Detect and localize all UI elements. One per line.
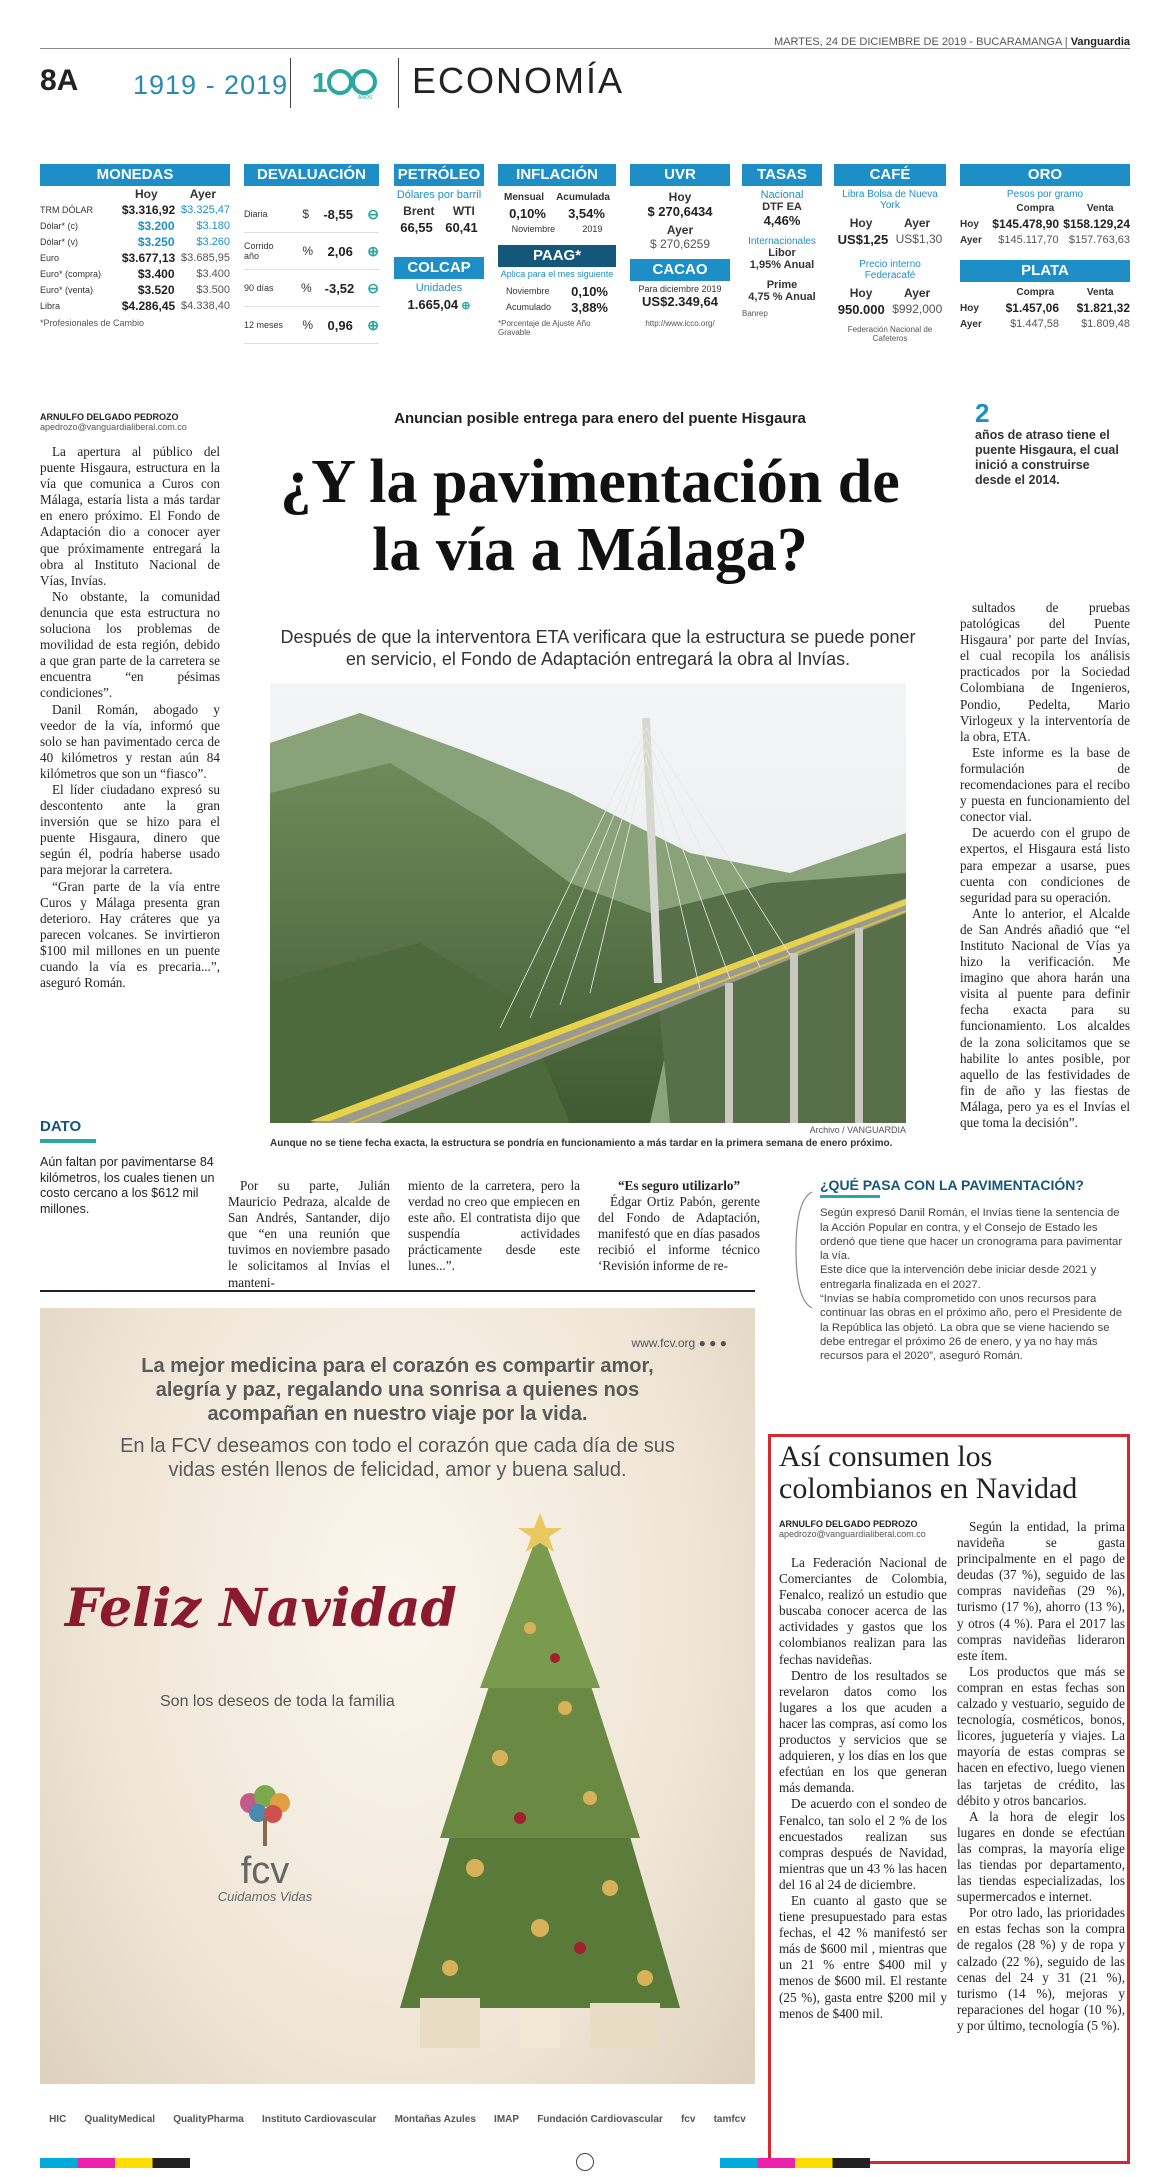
paragraph: “Gran parte de la vía entre Curos y Málaga presenta gran deterioro. Hay cráteres que ya parecen volcanes. Se invirtieron $100 mil millones en un puente cuando la vía es precaria...”, aseguró Román.	[40, 878, 220, 991]
ad-feliz-navidad: Feliz Navidad	[65, 1578, 457, 1639]
monedas-row-hoy: $4.286,45	[121, 299, 176, 313]
oro-hoy-compra: $145.478,90	[992, 217, 1059, 231]
colcap-value: 1.665,04	[407, 297, 459, 312]
deval-value: 0,96	[327, 317, 353, 333]
ad-line-1: La mejor medicina para el corazón es compartir amor, alegría y paz, regalando una sonrisa a quienes nos acompañan en nuestro viaje por la vida.	[141, 1355, 654, 1425]
header-divider-2	[398, 58, 399, 108]
article-column-3: miento de la carretera, pero la verdad no creo que empiecen en este año. El contratista dijo que suspendía actividades prácticamente desde este lunes...”.	[408, 1178, 580, 1274]
plata-hoy-venta: $1.821,32	[1076, 301, 1130, 315]
plata-hoy-label: Hoy	[960, 302, 979, 314]
paragraph: No obstante, la comunidad denuncia que esta estructura no soluciona los problemas de movilidad de esta región, debido a que gran parte de la carretera se encuentra “en pésimas condiciones”.	[40, 588, 220, 701]
deval-label: Diaria	[244, 209, 268, 219]
paragraph: Los productos que más se compran en estas fechas son calzado y vestuario, seguido de tecnología, cosméticos, bonos, licores, juguetería y viajes. La mayoría de estas compras se hacen en efectivo, luego vienen las tarjetas de crédito, las débito y otros bancarios.	[957, 1663, 1125, 1808]
section-rule	[40, 1290, 755, 1292]
photo-caption-block	[270, 1123, 906, 1151]
monedas-row-label: Euro* (venta)	[40, 285, 94, 295]
monedas-row-label: Euro	[40, 253, 60, 263]
paragraph: La Federación Nacional de Comerciantes de Colombia, Fenalco, realizó un estudio que buscaba conocer acerca de las actividades y gastos que los colombianos realizan para las fechas navideñas.	[779, 1555, 947, 1667]
arrow-up-icon: ⊕	[461, 300, 471, 312]
brent-label: Brent	[403, 204, 435, 218]
paag-r2-value: 3,88%	[571, 299, 608, 315]
monedas-row-ayer: $3.260	[196, 236, 230, 248]
fcv-logo	[190, 1778, 340, 1904]
article-column-1	[40, 444, 220, 991]
cafe-ayer2-label: Ayer	[903, 286, 931, 300]
ad-footer-logo: IMAP	[494, 2113, 520, 2125]
cafe-panel	[834, 164, 946, 350]
monedas-row	[40, 218, 230, 234]
acumulada-sub: 2019	[582, 224, 603, 234]
prime-label: Prime	[766, 279, 798, 291]
monedas-row-label: TRM DÓLAR	[40, 205, 94, 215]
tasas-note: Banrep	[742, 309, 768, 318]
inflacion-panel	[498, 164, 616, 350]
byline-name: ARNULFO DELGADO PEDROZO	[40, 412, 179, 422]
deval-sign: %	[302, 318, 314, 332]
monedas-row-hoy: $3.316,92	[121, 203, 176, 217]
article2-byline: ARNULFO DELGADO PEDROZO	[779, 1519, 918, 1529]
inflacion-header: INFLACIÓN	[498, 164, 616, 186]
monedas-row-hoy: $3.200	[137, 219, 175, 233]
fcv-brand: fcv	[240, 1850, 290, 1892]
paragraph: De acuerdo con el sondeo de Fenalco, tan solo el 2 % de los encuestados realizan sus compras después de Navidad, mientras que un 43 % las hacen del 16 al 24 de diciembre.	[779, 1796, 947, 1892]
header-rule	[40, 48, 1130, 49]
dato-title: DATO	[40, 1118, 82, 1135]
cafe-ayer-label: Ayer	[903, 216, 931, 230]
svg-text:AÑOS: AÑOS	[358, 95, 373, 101]
cacao-value: US$2.349,64	[642, 294, 718, 309]
trend-icon: ⊖	[367, 279, 379, 296]
deval-label: Corrido año	[244, 241, 274, 261]
dateline: MARTES, 24 DE DICIEMBRE DE 2019 - BUCARAMANGA | Vanguardia	[774, 36, 1130, 48]
monedas-row-hoy: $3.400	[137, 267, 175, 281]
byline-email: apedrozo@vanguardialiberal.com.co	[40, 422, 187, 432]
oro-panel	[960, 164, 1130, 350]
fcv-tagline: Cuidamos Vidas	[217, 1889, 313, 1904]
mensual-value: 0,10%	[509, 205, 546, 221]
petroleo-header: PETRÓLEO	[394, 164, 484, 186]
heart-tree-icon	[220, 1778, 310, 1848]
monedas-row	[40, 282, 230, 298]
article2-column-b	[957, 1519, 1125, 2034]
tasas-sub1: Nacional	[760, 189, 804, 201]
plata-compra-label: Compra	[1016, 286, 1055, 298]
libor-label: Libor	[768, 247, 796, 259]
cafe-hoy-label: Hoy	[849, 216, 873, 230]
col-hoy: Hoy	[135, 187, 158, 201]
article-headline: ¿Y la pavimentación de la vía a Málaga?	[280, 448, 900, 584]
monedas-header: MONEDAS	[40, 164, 230, 186]
monedas-row	[40, 298, 230, 314]
monedas-panel	[40, 164, 230, 350]
color-bar-left	[40, 2158, 190, 2168]
ad-footer-logos	[40, 2084, 755, 2154]
q-box	[820, 1178, 1130, 1364]
ad-footer-logo: tamfcv	[713, 2113, 746, 2125]
monedas-row-label: Dólar* (c)	[40, 221, 79, 231]
paag-sub: Aplica para el mes siguiente	[500, 269, 614, 279]
devaluacion-row	[244, 233, 379, 270]
dtf-value: 4,46%	[763, 213, 801, 228]
article2-email: apedrozo@vanguardialiberal.com.co	[779, 1529, 926, 1539]
dato-text: Aún faltan por pavimentarse 84 kilómetros, los cuales tienen un costo cercano a los $612 mil millones.	[40, 1155, 215, 1216]
monedas-row	[40, 250, 230, 266]
oro-hoy-label: Hoy	[960, 218, 979, 230]
article-byline	[40, 412, 220, 432]
mensual-label: Mensual	[504, 191, 545, 203]
fcv-advertisement	[40, 1308, 755, 2154]
devaluacion-row	[244, 270, 379, 307]
article2-title: Así consumen los colombianos en Navidad	[779, 1440, 1078, 1505]
paragraph: Según la entidad, la prima navideña se gasta principalmente en el pago de deudas (37 %), seguido de las compras navideñas (29 %), turismo (17 %), ahorro (13 %), y otros (4 %). Para el 2017 las compras navideñas lideraron este ítem.	[957, 1519, 1125, 1663]
plata-ayer-venta: $1.809,48	[1081, 318, 1130, 330]
article-column-5	[960, 600, 1130, 1131]
monedas-row-ayer: $3.500	[196, 284, 230, 296]
monedas-row-label: Dólar* (v)	[40, 237, 79, 247]
article-deck: Después de que la interventora ETA verificara que la estructura se puede poner en servicio, el Fondo de Adaptación entregará la obra al Invías.	[280, 627, 916, 669]
cafe-header: CAFÉ	[834, 164, 946, 186]
paragraph: A la hora de elegir los lugares en donde se efectúan las compras, la mayoría elige las tiendas por departamento, las tiendas especializadas, los supermercados e internet.	[957, 1808, 1125, 1905]
deval-value: 2,06	[327, 243, 353, 259]
cafe-hoy2-value: 950.000	[837, 301, 885, 317]
article2-column-a	[779, 1555, 947, 2022]
social-icons[interactable]: ● ● ●	[698, 1336, 727, 1350]
monedas-row-label: Libra	[40, 301, 61, 311]
dato-accent-bar	[40, 1139, 96, 1143]
page-number: 8A	[40, 64, 79, 97]
tasas-panel	[742, 164, 822, 350]
monedas-row-ayer: $3.400	[196, 268, 230, 280]
q-title: ¿QUÉ PASA CON LA PAVIMENTACIÓN?	[820, 1177, 1084, 1193]
oro-venta-label: Venta	[1086, 202, 1114, 214]
col4-text: Édgar Ortiz Pabón, gerente del Fondo de Adaptación, manifestó que en días pasados recibió el informe técnico ‘Revisión informe de re-	[598, 1194, 760, 1274]
q-paragraph: “Invías se había comprometido con unos recursos para continuar las obras en el próximo año, pero el Presidente de la República las objetó. La obra que se viene haciendo se debe entregar el próximo 26 de enero, y ya no hay más recursos para el 2020”, aseguró Román.	[820, 1293, 1123, 1363]
tasas-header: TASAS	[742, 164, 822, 186]
acumulada-label: Acumulada	[556, 191, 610, 203]
paragraph: Por otro lado, las prioridades en estas fechas son la compra de regalos (28 %) y de ropa y calzado (22 %), seguido de las cenas del 24 y 31 (21 %), turismo (14 %), mejoras y reparaciones del hogar (10 %), y por último, tecnología (5 %).	[957, 1905, 1125, 2033]
paag-r2-label: Acumulado	[506, 302, 552, 312]
petroleo-panel	[394, 164, 484, 350]
monedas-row	[40, 266, 230, 282]
bracket-decoration	[792, 1190, 816, 1310]
monedas-row-label: Euro* (compra)	[40, 269, 102, 279]
trend-icon: ⊖	[367, 205, 379, 222]
uvr-panel	[630, 164, 730, 350]
color-bar-right	[720, 2158, 870, 2168]
monedas-row-hoy: $3.250	[137, 235, 175, 249]
monedas-row-hoy: $3.520	[137, 283, 175, 297]
monedas-note: *Profesionales de Cambio	[40, 318, 145, 328]
prime-value: 4,75 % Anual	[748, 291, 816, 303]
photo-credit: Archivo / VANGUARDIA	[809, 1125, 906, 1135]
monedas-row-ayer: $3.325,47	[181, 204, 230, 216]
oro-ayer-label: Ayer	[960, 234, 982, 246]
devaluacion-panel	[244, 164, 379, 350]
trend-icon: ⊕	[367, 316, 379, 333]
monedas-row-hoy: $3.677,13	[121, 251, 176, 265]
cafe-hoy2-label: Hoy	[849, 286, 873, 300]
article-kicker: Anuncian posible entrega para enero del puente Hisgaura	[394, 410, 806, 427]
deval-value: -3,52	[324, 280, 355, 296]
registration-mark	[576, 2153, 594, 2171]
plata-venta-label: Venta	[1086, 286, 1114, 298]
subhead-seguro: “Es seguro utilizarlo”	[617, 1178, 741, 1193]
deval-sign: %	[300, 281, 312, 295]
dtf-label: DTF EA	[762, 201, 802, 213]
paragraph: El líder ciudadano expresó su descontento ante la gran inversión que se hizo para el puente Hisgaura, dinero que según él, podría haberse usado para mejorar la carretera.	[40, 781, 220, 878]
q-paragraph: Según expresó Danil Román, el Invías tiene la sentencia de la Acción Popular en contra, y el Consejo de Estado les ordenó que tiene que hacer un cronograma para pavimentar la vía.	[820, 1207, 1123, 1263]
paag-r1-value: 0,10%	[571, 283, 608, 299]
plata-ayer-label: Ayer	[960, 318, 982, 330]
cacao-note: http://www.icco.org/	[645, 319, 715, 328]
libor-value: 1,95% Anual	[749, 259, 815, 271]
uvr-ayer-label: Ayer	[666, 223, 694, 237]
uvr-hoy-label: Hoy	[668, 190, 692, 204]
photo-caption: Aunque no se tiene fecha exacta, la estructura se pondría en funcionamiento a más tardar en la primera semana de enero próximo.	[270, 1138, 893, 1149]
ad-footer-logo: HIC	[49, 2113, 67, 2125]
anniversary-years: 1919 - 2019	[133, 70, 289, 100]
paag-r1-label: Noviembre	[506, 286, 550, 296]
plata-ayer-compra: $1.447,58	[1010, 318, 1059, 330]
paragraph: Danil Román, abogado y veedor de la vía, informó que solo se han pavimentado cerca de 40 kilómetros y restan aún 84 kilómetros que son un “fiasco”.	[40, 701, 220, 781]
trend-icon: ⊕	[367, 242, 379, 259]
ad-line-2: En la FCV deseamos con todo el corazón que cada día de sus vidas estén llenos de felicidad, amor y buena salud.	[120, 1435, 675, 1481]
monedas-row-ayer: $3.180	[196, 220, 230, 232]
ad-footer-logo: fcv	[680, 2113, 696, 2125]
paragraph: Este informe es la base de formulación de recomendaciones para el recibo y puesta en funcionamiento del conector vial.	[960, 744, 1130, 825]
cacao-header: CACAO	[630, 259, 730, 281]
monedas-row-ayer: $3.685,95	[181, 252, 230, 264]
devaluacion-row	[244, 196, 379, 233]
oro-ayer-venta: $157.763,63	[1068, 234, 1130, 246]
article-column-4	[598, 1178, 760, 1275]
brent-value: 66,55	[400, 219, 433, 235]
cafe-sub1: Libra Bolsa de Nueva York	[842, 189, 938, 211]
colcap-header: COLCAP	[394, 257, 484, 279]
petroleo-sub: Dólares por barril	[396, 189, 482, 201]
section-title: ECONOMÍA	[412, 60, 625, 101]
uvr-header: UVR	[630, 164, 730, 186]
ad-footer-logo: QualityPharma	[173, 2113, 244, 2125]
oro-sub: Pesos por gramo	[1006, 189, 1084, 200]
christmas-tree-image	[380, 1508, 700, 2068]
ad-footer-logo: Instituto Cardiovascular	[261, 2113, 377, 2125]
oro-ayer-compra: $145.117,70	[998, 234, 1059, 246]
monedas-row	[40, 234, 230, 250]
ad-footer-logo: Montañas Azules	[394, 2113, 476, 2125]
mensual-sub: Noviembre	[511, 224, 556, 234]
uvr-ayer-value: $ 270,6259	[649, 237, 711, 251]
centenary-logo	[310, 62, 388, 102]
fact-number: 2	[975, 398, 990, 428]
oro-hoy-venta: $158.129,24	[1063, 217, 1130, 231]
deval-label: 12 meses	[244, 320, 284, 330]
paragraph: De acuerdo con el grupo de expertos, el Hisgaura está listo para empezar a usarse, pues cuenta con condiciones de seguridad para su operación.	[960, 825, 1130, 905]
paag-note: *Porcentaje de Ajuste Año Gravable	[498, 319, 591, 337]
devaluacion-header: DEVALUACIÓN	[244, 164, 379, 186]
header-divider	[290, 58, 291, 108]
plata-hoy-compra: $1.457,06	[1005, 301, 1059, 315]
ad-wish: Son los deseos de toda la familia	[160, 1693, 395, 1710]
monedas-row	[40, 202, 230, 218]
deval-sign: $	[302, 207, 309, 221]
tasas-sub2: Internacionales	[748, 236, 816, 247]
cacao-sub: Para diciembre 2019	[638, 284, 722, 294]
uvr-hoy-value: $ 270,6434	[647, 204, 713, 219]
cafe-ayer2-value: $992,000	[892, 302, 943, 316]
article2-box	[768, 1434, 1130, 2164]
plata-header: PLATA	[960, 260, 1130, 282]
deval-value: -8,55	[323, 206, 353, 222]
q-paragraph: Este dice que la intervención debe iniciar desde 2021 y entregarla finalizada en el 2027.	[820, 1264, 1097, 1291]
dato-box	[40, 1118, 220, 1217]
col-ayer: Ayer	[189, 187, 216, 201]
ad-website[interactable]: www.fcv.org ● ● ●	[631, 1336, 727, 1350]
ad-footer-logo: QualityMedical	[84, 2113, 156, 2125]
svg-text:1: 1	[312, 67, 328, 98]
deval-sign: %	[302, 244, 314, 258]
wti-label: WTI	[452, 204, 475, 218]
cafe-sub2: Precio interno Federacafé	[859, 259, 921, 281]
wti-value: 60,41	[445, 219, 478, 235]
q-accent-bar	[820, 1195, 880, 1198]
cafe-hoy-value: US$1,25	[837, 231, 889, 247]
colcap-sub: Unidades	[415, 282, 463, 294]
cafe-ayer-value: US$1,30	[895, 232, 943, 246]
acumulada-value: 3,54%	[568, 205, 605, 221]
bridge-photo	[270, 683, 906, 1123]
article-column-2: Por su parte, Julián Mauricio Pedraza, alcalde de San Andrés, Santander, dijo que “en una reunión que tuvimos en noviembre pasado le solicitamos al Invías el manteni-	[228, 1178, 390, 1290]
ad-footer-logo: Fundación Cardiovascular	[537, 2113, 663, 2125]
oro-compra-label: Compra	[1016, 202, 1055, 214]
paragraph: Dentro de los resultados se revelaron datos como los lugares a los que acuden a hacer las compras, así como los productos y servicios que se adquieren, y los días en los que efectúan en los que generan más demanda.	[779, 1667, 947, 1796]
deval-label: 90 días	[244, 283, 274, 293]
fact-text: años de atraso tiene el puente Hisgaura, el cual inició a construirse desde el 2014.	[975, 428, 1119, 487]
cafe-note: Federación Nacional de Cafeteros	[847, 325, 933, 343]
paragraph: Ante lo anterior, el Alcalde de San Andrés añadió que “el Instituto Nacional de Vías ya hizo la verificación. Me imagino que ahora harán una visita al puente para definir fecha exacta para su funcionamiento. Los alcaldes de la zona solicitamos que se habilite lo antes posible, por aquello de las festividades de fin de año y las fiestas de Málaga, pero ya es el Invías el que toma la decisión”.	[960, 905, 1130, 1130]
monedas-row-ayer: $4.338,40	[181, 300, 230, 312]
oro-header: ORO	[960, 164, 1130, 186]
paragraph: La apertura al público del puente Hisgaura, estructura en la vía que comunica a Curos con Málaga, estaría lista a más tardar en enero próximo. El Fondo de Adaptación dio a conocer ayer que próximamente entregará la obra al Instituto Nacional de Vías, Invías.	[40, 444, 220, 588]
devaluacion-row	[244, 307, 379, 344]
paag-header: PAAG*	[498, 245, 616, 267]
paragraph: En cuanto al gasto que se tiene presupuestado para estas fechas, el 42 % manifestó ser más de $600 mil , mientras que un 21 % entre $400 mil y menos de $600 mil. El restante (25 %), gasta entre $200 mil y menos de $400 mil.	[779, 1892, 947, 2021]
paragraph: sultados de pruebas patológicas del Puente Hisgaura’ por parte del Invías, el cual recopila los análisis practicados por la Sociedad Colombiana de Ingenieros, Pondio, Pedelta, Mario Virlogeux y la interventoría de la obra, ETA.	[960, 600, 1130, 744]
